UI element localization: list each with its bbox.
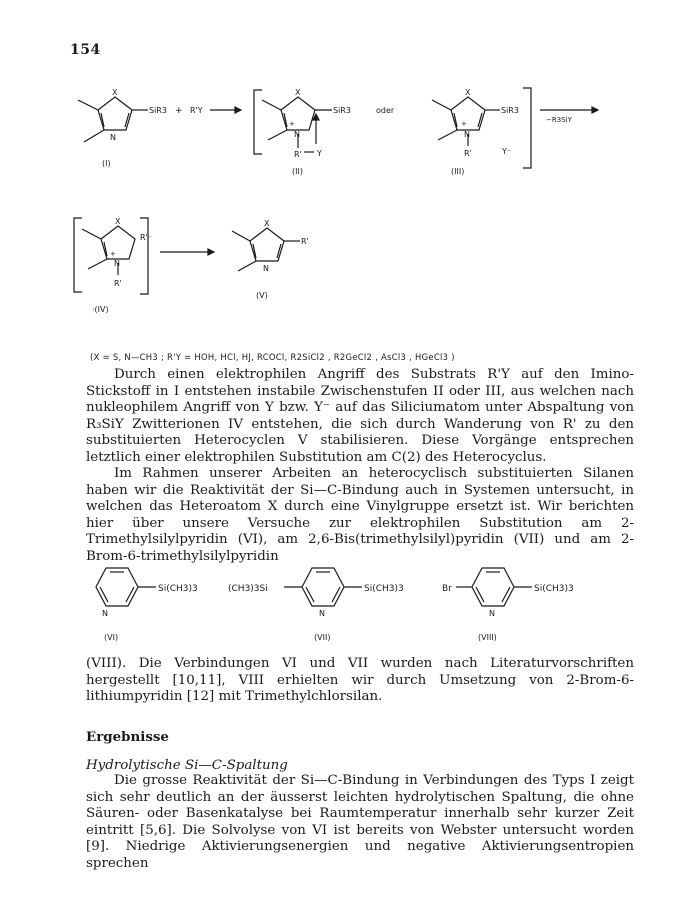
- bracket-left: [254, 90, 262, 154]
- compound-8-n: N: [489, 609, 495, 618]
- reaction-arrow-2: [540, 107, 598, 113]
- page-number: 154: [70, 42, 101, 58]
- compound-5-n: N: [263, 264, 269, 273]
- paragraph-1a: Durch einen elektrophilen Angriff des Substrats R'Y auf den Imino-Stickstoff in I entstehen instabile Zwischenstufen II oder III, aus welchen nach nukleophilem Angriff von Y bzw. Y⁻ auf das Siliciumatom unter Abspaltung von R₃SiY Zwitterionen IV entstehen, die sich durch Wanderung von R' zu den substituierten Heterocyclen V stabilisieren. Diese Vorgänge entsprechen letztlich einer elektrophilen Substitution am C(2) des Heterocyclus.: [86, 367, 634, 465]
- compound-4-r-minus: R'⁻: [140, 233, 152, 242]
- compound-7-right-substituent: Si(CH3)3: [364, 584, 404, 594]
- compound-1-label: (I): [102, 159, 111, 168]
- compound-3-y-minus: Y⁻: [502, 147, 512, 156]
- compound-8-label: (VIII): [478, 633, 497, 642]
- compound-2-y: Y: [317, 149, 322, 158]
- compound-3-label: (III): [451, 167, 465, 176]
- bracket-left-4: [74, 218, 82, 292]
- compound-8-br: Br: [442, 584, 452, 594]
- compound-7-label: (VII): [314, 633, 331, 642]
- paragraph-3: Die grosse Reaktivität der Si—C-Bindung in Verbindungen des Typs I zeigt sich sehr deutlich an der äusserst leichten hydrolytischen Spaltung, die ohne Säuren- oder Basenkatalyse bei Raumtemperatur innerhalb sehr kurzer Zeit eintritt [5,6]. Die Solvolyse von VI ist bereits von Webster untersucht worden [9]. Niedrige Aktivierungsenergien und negative Aktivierungsentropien sprechen: [86, 773, 634, 871]
- compound-2-plus: +: [289, 120, 295, 128]
- compound-7-n: N: [319, 609, 325, 618]
- compound-2-n: N: [294, 130, 300, 139]
- compound-3-sir3: SiR3: [501, 106, 519, 115]
- compound-4-structure: [82, 226, 135, 275]
- reaction-scheme-row2: [70, 212, 370, 332]
- compound-3-n: N: [464, 130, 470, 139]
- compound-3-x: X: [465, 88, 471, 97]
- compound-8-substituent: Si(CH3)3: [534, 584, 574, 594]
- compound-4-n: N: [114, 259, 120, 268]
- paragraph-1b: Im Rahmen unserer Arbeiten an heterocyclisch substituierten Silanen haben wir die Reaktivität der Si—C-Bindung auch in Systemen untersucht, in welchen das Heteroatom X durch eine Vinylgruppe ersetzt ist. Wir berichten hier über unsere Versuche zur elektrophilen Substitution am 2-Trimethylsilylpyridin (VI), am 2,6-Bis(trimethylsilyl)pyridin (VII) und am 2-Brom-6-trimethylsilylpyridin: [86, 466, 634, 564]
- compound-2-label: (II): [292, 167, 303, 176]
- footnote-definitions: (X = S, N—CH3 ; R'Y = HOH, HCl, HJ, RCOCl, R2SiCl2 , R2GeCl2 , AsCl3 , HGeCl3 ): [90, 352, 455, 362]
- compound-7-left-substituent: (CH3)3Si: [228, 584, 268, 594]
- compound-6-n: N: [102, 609, 108, 618]
- body-paragraph-2: [86, 656, 634, 706]
- compound-4-plus: +: [110, 250, 116, 258]
- bracket-right: [523, 88, 531, 168]
- compound-7-ring: [284, 568, 362, 606]
- byproduct-r3siy: −R3SiY: [546, 116, 572, 124]
- compound-1-n: N: [110, 133, 116, 142]
- plus-sign: +: [175, 106, 183, 116]
- compound-3-r-prime: R': [464, 149, 472, 158]
- compound-1-sir3: SiR3: [149, 106, 167, 115]
- compound-2-r-prime: R': [294, 150, 302, 159]
- pyridine-structures: [86, 558, 646, 648]
- compound-2-structure: [262, 97, 332, 152]
- compound-6-substituent: Si(CH3)3: [158, 584, 198, 594]
- paragraph-2: (VIII). Die Verbindungen VI und VII wurden nach Literaturvorschriften hergestellt [10,11], VIII erhielten wir durch Umsetzung von 2-Brom-6-lithiumpyridin [12] mit Trimethylchlorsilan.: [86, 656, 634, 704]
- compound-4-r-prime: R': [114, 279, 122, 288]
- reaction-arrow-1: [210, 107, 241, 113]
- compound-6-ring: [96, 568, 156, 606]
- body-paragraph-3: [86, 773, 634, 872]
- reaction-arrow-3: [160, 249, 214, 255]
- subsection-heading-hydrolysis: Hydrolytische Si—C-Spaltung: [86, 758, 288, 773]
- bracket-right-4: [140, 218, 148, 294]
- oder-text: oder: [376, 106, 395, 115]
- compound-5-label: (V): [256, 291, 268, 300]
- compound-2-sir3: SiR3: [333, 106, 351, 115]
- compound-4-x: X: [115, 217, 121, 226]
- reagent-r-prime-y: R'Y: [190, 106, 203, 115]
- body-paragraph-1: [86, 367, 634, 565]
- compound-8-ring: [456, 568, 532, 606]
- compound-1-x: X: [112, 88, 118, 97]
- reaction-scheme-row1: [70, 82, 630, 202]
- compound-6-label: (VI): [104, 633, 119, 642]
- section-heading-results: Ergebnisse: [86, 729, 169, 745]
- compound-5-x: X: [264, 219, 270, 228]
- compound-2-x: X: [295, 88, 301, 97]
- compound-5-r-prime: R': [301, 237, 309, 246]
- compound-4-label: ·(IV): [92, 305, 109, 314]
- compound-3-plus: +: [461, 120, 467, 128]
